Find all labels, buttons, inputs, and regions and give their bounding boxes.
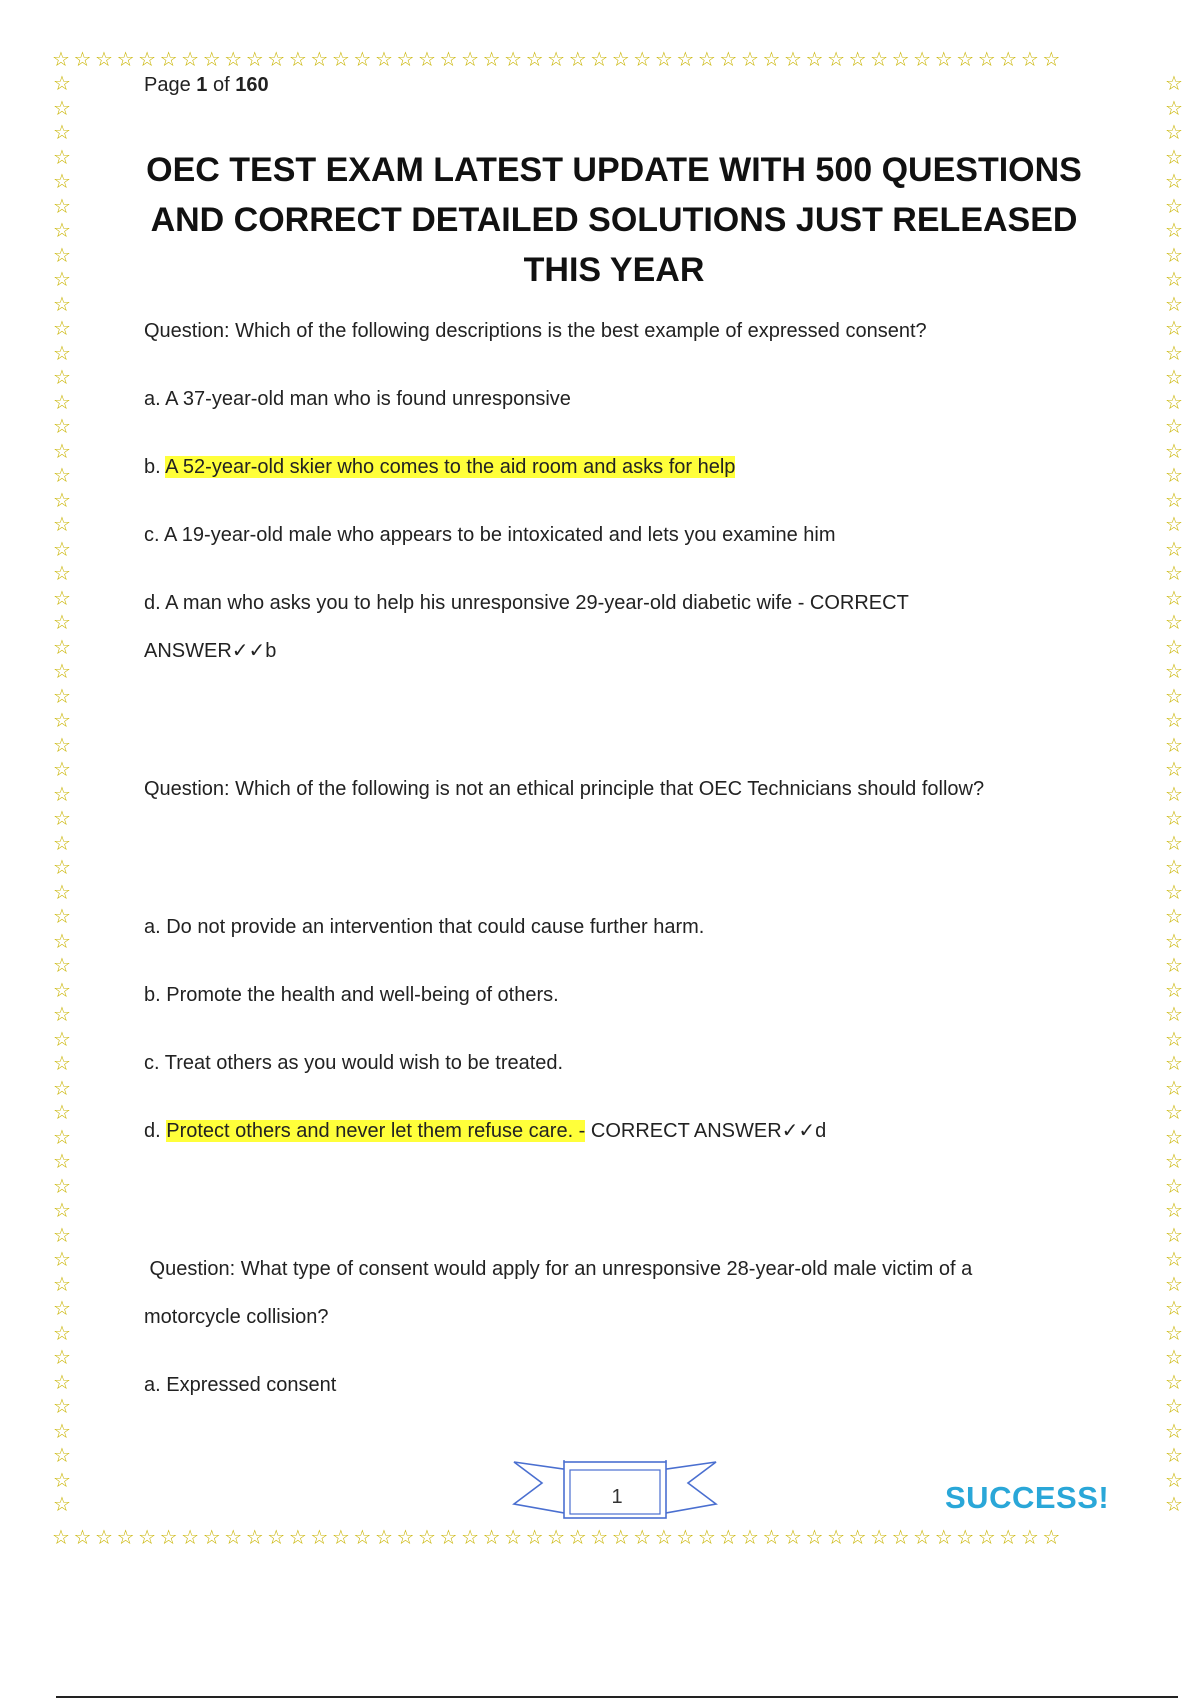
correct-answer: ANSWER✓✓b: [144, 640, 277, 662]
document-title: OEC TEST EXAM LATEST UPDATE WITH 500 QUESTIONS AND CORRECT DETAILED SOLUTIONS JUST RELEASED THIS YEAR: [146, 151, 1082, 289]
star-icon: ☆: [53, 855, 71, 879]
star-icon: ☆: [53, 1247, 71, 1271]
star-icon: ☆: [53, 757, 71, 781]
star-icon: ☆: [53, 585, 71, 610]
question-2: [144, 765, 1094, 1155]
star-icon: ☆: [53, 1345, 71, 1369]
star-icon: ☆: [53, 879, 71, 904]
star-icon: ☆: [1165, 634, 1183, 659]
star-icon: ☆: [53, 977, 71, 1002]
star-icon: ☆: [53, 291, 71, 316]
option-b: b. A 52-year-old skier who comes to the aid room and asks for help: [144, 456, 736, 478]
star-icon: ☆: [1165, 512, 1183, 536]
star-icon: ☆: [1165, 806, 1183, 830]
page-content: [144, 70, 1094, 1409]
star-icon: ☆: [53, 463, 71, 487]
star-icon: ☆: [1165, 169, 1183, 193]
star-icon: ☆: [53, 267, 71, 291]
star-icon: ☆: [53, 561, 71, 585]
option-b: b. Promote the health and well-being of others.: [144, 984, 559, 1006]
star-icon: ☆: [1165, 1026, 1183, 1051]
star-icon: ☆: [1165, 585, 1183, 610]
star-icon: ☆: [53, 781, 71, 806]
star-icon: ☆: [53, 610, 71, 634]
star-icon: ☆: [1165, 1051, 1183, 1075]
star-icon: ☆: [1165, 855, 1183, 879]
question-text: Question: Which of the following is not an ethical principle that OEC Technicians should follow?: [144, 778, 985, 800]
star-icon: ☆: [1165, 1320, 1183, 1345]
star-border-right: [1162, 73, 1186, 1527]
star-icon: ☆: [1165, 1296, 1183, 1320]
star-icon: ☆: [53, 1075, 71, 1100]
star-icon: ☆: [1165, 1345, 1183, 1369]
question-text: Question: Which of the following descriptions is the best example of expressed consent?: [144, 320, 927, 342]
star-icon: ☆: [1165, 73, 1183, 95]
star-icon: ☆: [53, 1002, 71, 1026]
star-icon: ☆: [1165, 536, 1183, 561]
star-icon: ☆: [1165, 904, 1183, 928]
star-icon: ☆: [53, 389, 71, 414]
star-icon: ☆: [53, 1198, 71, 1222]
page-indicator: Page 1 of 160: [144, 74, 269, 96]
star-icon: ☆: [53, 708, 71, 732]
star-icon: ☆: [1165, 438, 1183, 463]
star-icon: ☆: [1165, 1247, 1183, 1271]
star-icon: ☆: [53, 512, 71, 536]
star-icon: ☆: [53, 169, 71, 193]
star-icon: ☆: [1165, 487, 1183, 512]
star-icon: ☆: [53, 1443, 71, 1467]
star-icon: ☆: [1165, 732, 1183, 757]
star-icon: ☆: [53, 536, 71, 561]
star-icon: ☆: [1165, 365, 1183, 389]
success-label: SUCCESS!: [945, 1480, 1110, 1515]
star-icon: ☆: [53, 1296, 71, 1320]
star-icon: ☆: [1165, 708, 1183, 732]
star-icon: ☆: [53, 242, 71, 267]
question-text-continued: motorcycle collision?: [144, 1306, 329, 1328]
star-icon: ☆: [53, 1149, 71, 1173]
star-icon: ☆: [1165, 1100, 1183, 1124]
star-icon: ☆: [1165, 1443, 1183, 1467]
star-icon: ☆: [53, 1222, 71, 1247]
star-icon: ☆: [53, 1051, 71, 1075]
star-icon: ☆: [53, 732, 71, 757]
star-icon: ☆: [53, 73, 71, 95]
star-icon: ☆: [1165, 830, 1183, 855]
star-icon: ☆: [53, 1173, 71, 1198]
footer-page-number: 1: [611, 1486, 623, 1508]
star-icon: ☆: [1165, 879, 1183, 904]
bottom-divider: [56, 1696, 1178, 1698]
option-d: d. Protect others and never let them refuse care. - CORRECT ANSWER✓✓d: [144, 1120, 827, 1142]
star-icon: ☆: [1165, 1271, 1183, 1296]
star-icon: ☆: [53, 953, 71, 977]
star-icon: ☆: [1165, 242, 1183, 267]
option-c: c. A 19-year-old male who appears to be intoxicated and lets you examine him: [144, 524, 836, 546]
question-3: [144, 1245, 1094, 1409]
star-icon: ☆: [1165, 659, 1183, 683]
star-icon: ☆: [1165, 1124, 1183, 1149]
star-icon: ☆: [1165, 953, 1183, 977]
star-icon: ☆: [1165, 781, 1183, 806]
total-pages: 160: [235, 74, 269, 96]
star-icon: ☆: [53, 218, 71, 242]
star-icon: ☆: [53, 1418, 71, 1443]
star-icon: ☆: [53, 316, 71, 340]
option-c: c. Treat others as you would wish to be treated.: [144, 1052, 564, 1074]
star-icon: ☆: [1165, 144, 1183, 169]
star-icon: ☆: [1165, 291, 1183, 316]
star-icon: ☆: [53, 1026, 71, 1051]
star-icon: ☆: [1165, 1222, 1183, 1247]
star-border-top: ☆☆☆☆☆☆☆☆☆☆☆☆☆☆☆☆☆☆☆☆☆☆☆☆☆☆☆☆☆☆☆☆☆☆☆☆☆☆☆☆☆☆☆☆☆☆☆: [52, 49, 1064, 69]
star-icon: ☆: [53, 120, 71, 144]
star-icon: ☆: [53, 1492, 71, 1516]
star-icon: ☆: [1165, 267, 1183, 291]
star-icon: ☆: [1165, 463, 1183, 487]
correct-answer: CORRECT ANSWER✓✓d: [585, 1120, 827, 1142]
option-d: d. A man who asks you to help his unresponsive 29-year-old diabetic wife - CORRECT: [144, 592, 909, 614]
star-icon: ☆: [53, 340, 71, 365]
star-icon: ☆: [1165, 1002, 1183, 1026]
current-page-number: 1: [196, 74, 208, 96]
star-icon: ☆: [53, 1369, 71, 1394]
star-border-bottom: ☆☆☆☆☆☆☆☆☆☆☆☆☆☆☆☆☆☆☆☆☆☆☆☆☆☆☆☆☆☆☆☆☆☆☆☆☆☆☆☆☆☆☆☆☆☆☆: [52, 1527, 1064, 1547]
star-icon: ☆: [53, 193, 71, 218]
star-icon: ☆: [1165, 977, 1183, 1002]
star-icon: ☆: [1165, 561, 1183, 585]
star-icon: ☆: [1165, 1173, 1183, 1198]
star-icon: ☆: [53, 1124, 71, 1149]
star-icon: ☆: [1165, 340, 1183, 365]
star-icon: ☆: [53, 95, 71, 120]
star-icon: ☆: [1165, 1492, 1183, 1516]
star-icon: ☆: [1165, 316, 1183, 340]
star-icon: ☆: [53, 144, 71, 169]
star-icon: ☆: [53, 487, 71, 512]
star-icon: ☆: [53, 1467, 71, 1492]
star-icon: ☆: [1165, 610, 1183, 634]
star-icon: ☆: [53, 928, 71, 953]
star-icon: ☆: [53, 365, 71, 389]
question-text: Question: What type of consent would apply for an unresponsive 28-year-old male victim of a: [144, 1258, 973, 1280]
star-icon: ☆: [53, 659, 71, 683]
star-icon: ☆: [53, 806, 71, 830]
highlighted-answer: Protect others and never let them refuse care. -: [166, 1120, 586, 1142]
option-a: a. A 37-year-old man who is found unresponsive: [144, 388, 571, 410]
star-icon: ☆: [53, 830, 71, 855]
star-icon: ☆: [53, 634, 71, 659]
star-icon: ☆: [1165, 1075, 1183, 1100]
option-a: a. Expressed consent: [144, 1374, 337, 1396]
star-icon: ☆: [53, 904, 71, 928]
star-icon: ☆: [1165, 389, 1183, 414]
star-border-left: [50, 73, 74, 1527]
star-icon: ☆: [53, 1100, 71, 1124]
star-icon: ☆: [53, 683, 71, 708]
question-1: [144, 307, 1094, 675]
star-icon: ☆: [1165, 120, 1183, 144]
star-icon: ☆: [1165, 1149, 1183, 1173]
star-icon: ☆: [1165, 193, 1183, 218]
star-icon: ☆: [53, 1271, 71, 1296]
star-icon: ☆: [1165, 95, 1183, 120]
star-icon: ☆: [1165, 414, 1183, 438]
star-icon: ☆: [1165, 1198, 1183, 1222]
star-icon: ☆: [1165, 757, 1183, 781]
star-icon: ☆: [1165, 1467, 1183, 1492]
star-icon: ☆: [53, 1394, 71, 1418]
star-icon: ☆: [53, 1320, 71, 1345]
star-icon: ☆: [53, 438, 71, 463]
star-icon: ☆: [1165, 928, 1183, 953]
highlighted-answer: A 52-year-old skier who comes to the aid room and asks for help: [165, 456, 736, 478]
star-icon: ☆: [53, 414, 71, 438]
star-icon: ☆: [1165, 1418, 1183, 1443]
option-a: a. Do not provide an intervention that could cause further harm.: [144, 916, 705, 938]
star-icon: ☆: [1165, 1394, 1183, 1418]
star-icon: ☆: [1165, 683, 1183, 708]
star-icon: ☆: [1165, 218, 1183, 242]
star-icon: ☆: [1165, 1369, 1183, 1394]
